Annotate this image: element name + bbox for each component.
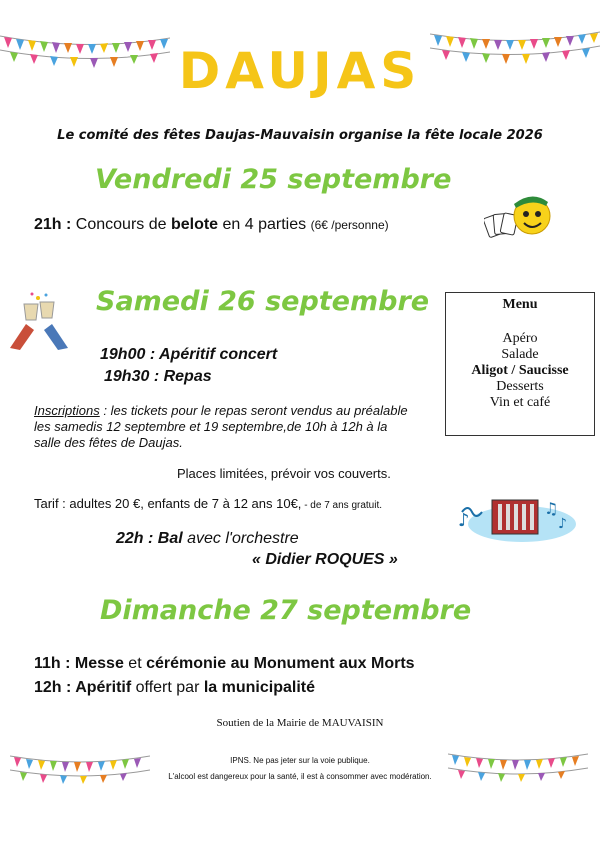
- friday-time: 21h :: [34, 216, 72, 233]
- places-note: Places limitées, prévoir vos couverts.: [177, 466, 391, 481]
- svg-text:♫: ♫: [544, 499, 559, 518]
- saturday-aperitif: 19h00 : Apéritif concert: [100, 346, 278, 363]
- saturday-repas: 19h30 : Repas: [104, 368, 212, 385]
- subtitle: Le comité des fêtes Daujas-Mauvaisin organise la fête locale 2026: [57, 128, 543, 143]
- menu-item: Desserts: [496, 379, 544, 394]
- page-title: DAUJAS: [178, 42, 422, 100]
- menu-item: Salade: [501, 347, 539, 362]
- orchestra-name: « Didier ROQUES »: [252, 551, 398, 568]
- toast-glasses-icon: [6, 290, 72, 350]
- bal-line: 22h : Bal avec l'orchestre: [116, 530, 299, 547]
- friday-heading: Vendredi 25 septembre: [95, 164, 452, 195]
- friday-belote-line: 21h : Concours de belote en 4 parties (6€ /personne): [34, 216, 389, 233]
- footer-alcohol: L'alcool est dangereux pour la santé, il est à consommer avec modération.: [168, 772, 432, 781]
- sunday-aperitif-line: 12h : Apéritif offert par la municipalité: [34, 679, 315, 696]
- accordion-music-icon: [452, 488, 578, 546]
- menu-box: [445, 292, 595, 436]
- support-note: Soutien de la Mairie de MAUVAISIN: [216, 717, 384, 729]
- menu-title: Menu: [502, 297, 538, 312]
- sunday-messe-line: 11h : Messe et cérémonie au Monument aux Morts: [34, 655, 415, 672]
- menu-item: Aligot / Saucisse: [471, 363, 569, 378]
- svg-text:♪: ♪: [558, 516, 567, 532]
- bunting-bottom-right-icon: [448, 748, 588, 788]
- smiley-cards-icon: [484, 186, 556, 244]
- menu-item: Apéro: [502, 331, 538, 346]
- saturday-heading: Samedi 26 septembre: [96, 286, 430, 317]
- inscriptions-block: Inscriptions : les tickets pour le repas seront vendus au préalable les samedis 12 septembre et 19 septembre,de 10h à 12h à la salle des fêtes de Daujas.: [34, 403, 408, 450]
- tarif-line: Tarif : adultes 20 €, enfants de 7 à 12 ans 10€, - de 7 ans gratuit.: [34, 496, 383, 511]
- sunday-heading: Dimanche 27 septembre: [100, 595, 472, 626]
- footer-ipns: IPNS. Ne pas jeter sur la voie publique.: [230, 756, 370, 765]
- menu-item: Vin et café: [489, 395, 551, 410]
- svg-text:♪: ♪: [458, 510, 470, 531]
